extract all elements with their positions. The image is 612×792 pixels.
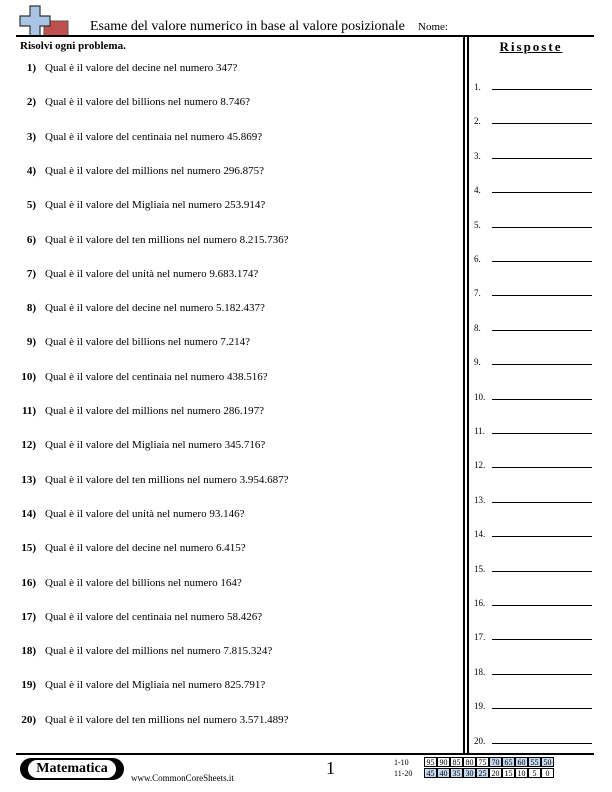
answer-line[interactable] bbox=[474, 422, 592, 436]
score-cell: 50 bbox=[541, 757, 554, 767]
answer-number: 9. bbox=[474, 357, 481, 368]
question-text: Qual è il valore del billions nel numero 164? bbox=[45, 576, 242, 589]
score-cell: 90 bbox=[437, 757, 450, 767]
question-text: Qual è il valore del centinaia nel numero 438.516? bbox=[45, 370, 268, 383]
answer-number: 11. bbox=[474, 426, 485, 436]
instructions: Risolvi ogni problema. bbox=[20, 40, 126, 52]
score-cell: 60 bbox=[515, 757, 528, 767]
score-cell: 35 bbox=[450, 768, 463, 778]
question-number: 1) bbox=[26, 62, 36, 74]
answer-blank[interactable] bbox=[492, 433, 592, 434]
answer-blank[interactable] bbox=[492, 536, 592, 537]
score-cell: 10 bbox=[515, 768, 528, 778]
question-text: Qual è il valore del unità nel numero 93.146? bbox=[45, 507, 245, 520]
question-text: Qual è il valore del Migliaia nel numero 825.791? bbox=[45, 679, 266, 692]
answer-number: 15. bbox=[474, 563, 486, 574]
answer-line[interactable] bbox=[474, 732, 592, 746]
answer-line[interactable] bbox=[474, 491, 592, 505]
answer-line[interactable] bbox=[474, 353, 592, 367]
page-number: 1 bbox=[326, 758, 335, 778]
score-cell: 95 bbox=[424, 757, 437, 767]
name-field-label: Nome: bbox=[418, 21, 448, 33]
answer-number: 10. bbox=[474, 391, 486, 402]
answer-number: 8. bbox=[474, 322, 481, 333]
score-cell: 5 bbox=[528, 768, 541, 778]
answer-line[interactable] bbox=[474, 456, 592, 470]
answer-column-divider-left bbox=[463, 36, 465, 754]
brand-badge bbox=[20, 758, 124, 780]
brand-label: Matematica bbox=[28, 760, 116, 778]
question-number: 7) bbox=[26, 267, 36, 280]
question-text: Qual è il valore del Migliaia nel numero 253.914? bbox=[45, 199, 266, 212]
question-number: 17) bbox=[21, 610, 36, 623]
question-number: 16) bbox=[21, 576, 36, 589]
answer-number: 7. bbox=[474, 288, 481, 299]
answer-number: 1. bbox=[474, 82, 481, 92]
answer-blank[interactable] bbox=[492, 674, 592, 675]
question-number: 4) bbox=[26, 164, 36, 177]
score-cell: 70 bbox=[489, 757, 502, 767]
answer-blank[interactable] bbox=[492, 192, 592, 193]
answer-blank[interactable] bbox=[492, 502, 592, 503]
question-number: 8) bbox=[26, 302, 36, 315]
question-number: 20) bbox=[21, 713, 36, 726]
question-number: 14) bbox=[21, 507, 36, 520]
answer-blank[interactable] bbox=[492, 227, 592, 228]
question-number: 15) bbox=[21, 542, 36, 555]
answer-blank[interactable] bbox=[492, 295, 592, 296]
question-text: Qual è il valore del decine nel numero 6.415? bbox=[45, 542, 246, 555]
question-number: 6) bbox=[26, 233, 36, 246]
answer-line[interactable] bbox=[474, 560, 592, 574]
answer-line[interactable] bbox=[474, 594, 592, 608]
question-number: 5) bbox=[26, 199, 36, 212]
answer-number: 12. bbox=[474, 460, 486, 471]
answer-line[interactable] bbox=[474, 216, 592, 230]
score-cell: 40 bbox=[437, 768, 450, 778]
question-text: Qual è il valore del ten millions nel numero 3.954.687? bbox=[45, 473, 289, 486]
answer-blank[interactable] bbox=[492, 639, 592, 640]
footer-divider bbox=[16, 753, 594, 755]
answers-title: Risposte bbox=[499, 39, 563, 54]
question-number: 10) bbox=[21, 370, 36, 383]
answer-column-divider-right bbox=[467, 36, 469, 754]
answer-blank[interactable] bbox=[492, 571, 592, 572]
question-text: Qual è il valore del millions nel numero 7.815.324? bbox=[45, 645, 273, 658]
answer-line[interactable] bbox=[474, 319, 592, 333]
score-cell: 20 bbox=[489, 768, 502, 778]
answer-line[interactable] bbox=[474, 697, 592, 711]
question-text: Qual è il valore del ten millions nel numero 3.571.489? bbox=[45, 713, 289, 726]
score-cell: 85 bbox=[450, 757, 463, 767]
answer-blank[interactable] bbox=[492, 123, 592, 124]
answer-line[interactable] bbox=[474, 112, 592, 126]
answer-line[interactable] bbox=[474, 628, 592, 642]
question-text: Qual è il valore del millions nel numero 296.875? bbox=[45, 164, 265, 177]
answer-line[interactable] bbox=[474, 78, 592, 92]
answer-line[interactable] bbox=[474, 181, 592, 195]
answer-blank[interactable] bbox=[492, 261, 592, 262]
question-text: Qual è il valore del unità nel numero 9.683.174? bbox=[45, 267, 259, 280]
question-number: 2) bbox=[26, 96, 36, 109]
question-number: 9) bbox=[26, 336, 36, 349]
question-number: 11) bbox=[21, 405, 36, 417]
question-text: Qual è il valore del ten millions nel numero 8.215.736? bbox=[45, 233, 289, 246]
question-number: 12) bbox=[21, 439, 36, 452]
answer-number: 5. bbox=[474, 219, 481, 230]
score-cell: 15 bbox=[502, 768, 515, 778]
answer-line[interactable] bbox=[474, 525, 592, 539]
answer-blank[interactable] bbox=[492, 158, 592, 159]
answer-number: 19. bbox=[474, 701, 486, 712]
answer-number: 13. bbox=[474, 494, 486, 505]
answer-blank[interactable] bbox=[492, 708, 592, 709]
question-text: Qual è il valore del billions nel numero 8.746? bbox=[45, 96, 250, 109]
score-cell: 0 bbox=[541, 768, 554, 778]
answer-number: 20. bbox=[474, 735, 486, 746]
score-cell: 30 bbox=[463, 768, 476, 778]
score-cell: 55 bbox=[528, 757, 541, 767]
answer-blank[interactable] bbox=[492, 743, 592, 744]
answer-number: 16. bbox=[474, 598, 486, 608]
score-row-label: 1-10 bbox=[394, 758, 409, 767]
question-number: 18) bbox=[21, 645, 36, 658]
answer-number: 14. bbox=[474, 529, 486, 540]
score-cell: 65 bbox=[502, 757, 515, 767]
question-text: Qual è il valore del centinaia nel numero 58.426? bbox=[45, 610, 263, 623]
question-text: Qual è il valore del decine nel numero 347? bbox=[45, 62, 238, 74]
worksheet-title: Esame del valore numerico in base al valore posizionale bbox=[90, 19, 405, 34]
answer-blank[interactable] bbox=[492, 399, 592, 400]
question-text: Qual è il valore del centinaia nel numero 45.869? bbox=[45, 130, 263, 143]
answer-number: 3. bbox=[474, 150, 481, 161]
question-number: 19) bbox=[21, 679, 36, 692]
answer-blank[interactable] bbox=[492, 467, 592, 468]
answer-number: 18. bbox=[474, 666, 486, 677]
answer-number: 17. bbox=[474, 632, 486, 643]
question-text: Qual è il valore del decine nel numero 5.182.437? bbox=[45, 302, 265, 315]
question-text: Qual è il valore del Migliaia nel numero 345.716? bbox=[45, 439, 266, 452]
score-cell: 45 bbox=[424, 768, 437, 778]
question-number: 3) bbox=[26, 130, 36, 143]
answer-number: 6. bbox=[474, 254, 481, 264]
question-text: Qual è il valore del billions nel numero 7.214? bbox=[45, 336, 250, 349]
answer-line[interactable] bbox=[474, 284, 592, 298]
header-divider bbox=[16, 35, 594, 37]
score-cell: 25 bbox=[476, 768, 489, 778]
website-url: www.CommonCoreSheets.it bbox=[131, 773, 234, 783]
question-text: Qual è il valore del millions nel numero 286.197? bbox=[45, 405, 265, 417]
plus-minus-logo-icon bbox=[18, 4, 70, 38]
question-number: 13) bbox=[21, 473, 36, 486]
answer-line[interactable] bbox=[474, 388, 592, 402]
answer-blank[interactable] bbox=[492, 89, 592, 90]
answer-number: 4. bbox=[474, 185, 481, 196]
answer-line[interactable] bbox=[474, 250, 592, 264]
answer-line[interactable] bbox=[474, 663, 592, 677]
answer-blank[interactable] bbox=[492, 364, 592, 365]
answer-blank[interactable] bbox=[492, 330, 592, 331]
answer-line[interactable] bbox=[474, 147, 592, 161]
score-row-label: 11-20 bbox=[394, 769, 413, 778]
answer-blank[interactable] bbox=[492, 605, 592, 606]
score-cell: 80 bbox=[463, 757, 476, 767]
answer-number: 2. bbox=[474, 116, 481, 127]
score-cell: 75 bbox=[476, 757, 489, 767]
